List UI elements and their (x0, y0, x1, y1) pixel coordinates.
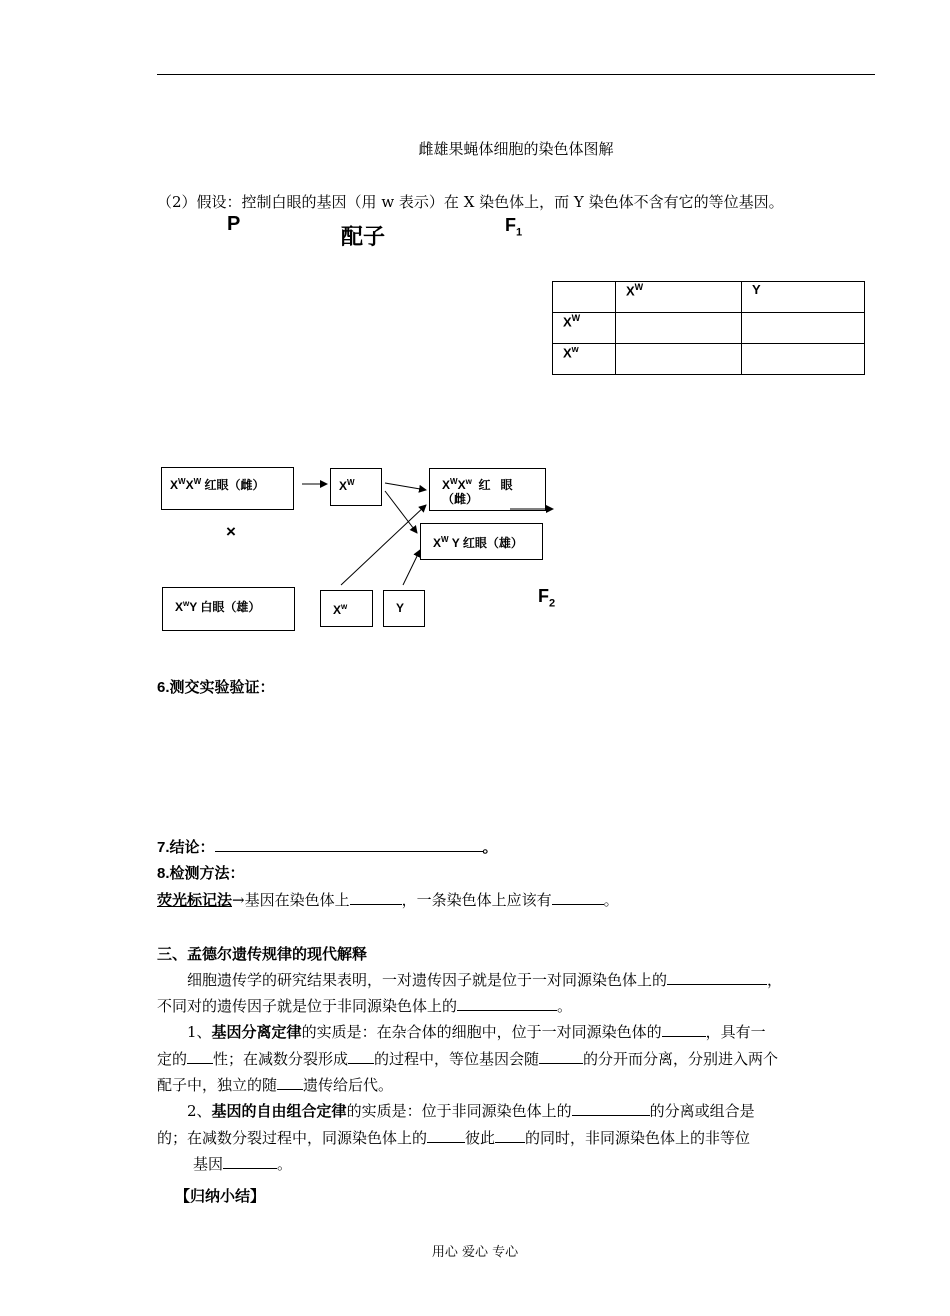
allele-x: X (457, 478, 466, 492)
phenotype-text: 红眼（雌） (201, 478, 265, 492)
allele-x: X (442, 478, 451, 492)
allele-x: X (433, 536, 442, 550)
section-6-heading: 6.测交实验验证： (157, 679, 275, 696)
allele-sup: W (450, 477, 458, 486)
blank[interactable] (215, 837, 483, 852)
section-3-body (157, 967, 875, 1177)
page-footer: 用心 爱心 专心 (431, 1245, 519, 1260)
blank[interactable] (539, 1049, 583, 1064)
law-1-line (157, 1019, 875, 1046)
arrow-gamete-to-female-offspring (385, 483, 426, 490)
blank[interactable] (427, 1128, 465, 1143)
arrow-gamete-to-male-offspring (385, 491, 417, 533)
law-1-line-2 (157, 1046, 875, 1072)
blank[interactable] (495, 1128, 525, 1143)
cell-text: X (626, 283, 635, 299)
fluorescence-end: 。 (603, 891, 619, 909)
law-2-line-3 (157, 1151, 875, 1177)
fluorescence-line (157, 889, 619, 910)
hypothesis-text: （2）假设：控制白眼的基因（用 w 表示）在 X 染色体上，而 Y 染色体不含有它的等位基因。 (157, 193, 784, 211)
text: 的同时，非同源染色体上的非等位 (525, 1129, 751, 1147)
phenotype-text: Y 白眼（雄） (189, 600, 261, 614)
text: 配子中，独立的随 (157, 1076, 278, 1094)
text: 1、 (187, 1023, 212, 1041)
allele-sup: w (465, 477, 472, 486)
phenotype-text: Y 红眼（雄） (448, 536, 523, 550)
allele-x: X (170, 478, 179, 492)
page-title: 雌雄果蝇体细胞的染色体图解 (418, 140, 614, 158)
blank[interactable] (552, 890, 604, 905)
label-p: P (227, 213, 241, 235)
blank[interactable] (662, 1022, 706, 1037)
text: 基因 (193, 1155, 224, 1173)
text: ， (767, 971, 783, 989)
text: 2、 (187, 1102, 212, 1120)
allele-x: X (339, 479, 348, 493)
fluorescence-arrow: → (232, 891, 245, 909)
text: 的；在减数分裂过程中，同源染色体上的 (157, 1129, 428, 1147)
allele-sup: w (341, 602, 348, 611)
fluorescence-text: 基因在染色体上 (244, 891, 350, 909)
phenotype-sex-text: （雌） (442, 492, 479, 506)
arrow-xw-to-female-offspring (341, 505, 426, 585)
summary-heading: 【归纳小结】 (175, 1188, 266, 1205)
label-f2-sub: 2 (549, 597, 556, 610)
cell-sup: W (634, 282, 644, 292)
allele-sup: W (193, 477, 202, 486)
text: 的分离或组合是 (649, 1102, 755, 1120)
section-7-end: 。 (482, 839, 498, 856)
label-gamete: 配子 (341, 224, 386, 249)
text: ，具有一 (705, 1023, 766, 1041)
label-f1-sub: 1 (516, 226, 523, 239)
allele-sup: W (178, 477, 186, 486)
text: 的过程中，等位基因会随 (374, 1050, 540, 1068)
text: 的实质是：位于非同源染色体上的 (346, 1102, 572, 1120)
fluorescence-text: ，一条染色体上应该有 (401, 891, 552, 909)
fluorescence-method: 荧光标记法 (157, 892, 233, 909)
section-3-heading: 三、孟德尔遗传规律的现代解释 (157, 946, 368, 963)
phenotype-text: 红 眼 (471, 478, 513, 492)
text: 不同对的遗传因子就是位于非同源染色体上的 (157, 997, 458, 1015)
text: 细胞遗传学的研究结果表明，一对遗传因子就是位于一对同源染色体上的 (187, 971, 668, 989)
text: 遗传给后代。 (303, 1076, 394, 1094)
blank[interactable] (187, 1049, 213, 1064)
allele-x: X (333, 603, 342, 617)
text: 彼此 (465, 1129, 496, 1147)
paragraph-1 (157, 967, 875, 993)
blank[interactable] (348, 1049, 374, 1064)
section-8-heading: 8.检测方法： (157, 865, 245, 882)
cell-text: X (563, 345, 572, 361)
allele-y: Y (396, 601, 405, 615)
blank[interactable] (350, 890, 402, 905)
cell-text: X (563, 314, 572, 330)
law-1-name: 基因分离定律 (211, 1024, 302, 1041)
allele-sup: W (347, 478, 355, 487)
cell-sup: w (571, 344, 579, 354)
blank[interactable] (223, 1154, 277, 1169)
allele-x: X (175, 600, 184, 614)
law-2-line-2 (157, 1125, 875, 1151)
text: 性；在减数分裂形成 (213, 1050, 349, 1068)
allele-x: X (185, 478, 194, 492)
label-f1-letter: F (505, 215, 516, 235)
text: 的分开而分离，分别进入两个 (583, 1050, 779, 1068)
cell-text: Y (752, 282, 761, 297)
paragraph-1-cont (157, 993, 875, 1019)
blank[interactable] (457, 996, 557, 1011)
section-7-label: 7.结论： (157, 839, 215, 856)
allele-sup: w (183, 599, 190, 608)
text: 定的 (157, 1050, 188, 1068)
blank[interactable] (667, 970, 767, 985)
section-7-conclusion (157, 836, 498, 857)
text: 。 (557, 997, 573, 1015)
blank[interactable] (572, 1101, 650, 1116)
law-1-line-3 (157, 1072, 875, 1098)
law-2-name: 基因的自由组合定律 (211, 1103, 347, 1120)
law-2-line (157, 1098, 875, 1125)
cross-symbol: × (226, 522, 236, 541)
text: 的实质是：在杂合体的细胞中，位于一对同源染色体的 (301, 1023, 662, 1041)
label-f2-letter: F (538, 586, 549, 606)
allele-sup: W (441, 535, 449, 544)
text: 。 (277, 1155, 293, 1173)
arrow-y-to-male-offspring (403, 550, 420, 585)
blank[interactable] (277, 1075, 303, 1090)
cell-sup: W (571, 313, 581, 323)
